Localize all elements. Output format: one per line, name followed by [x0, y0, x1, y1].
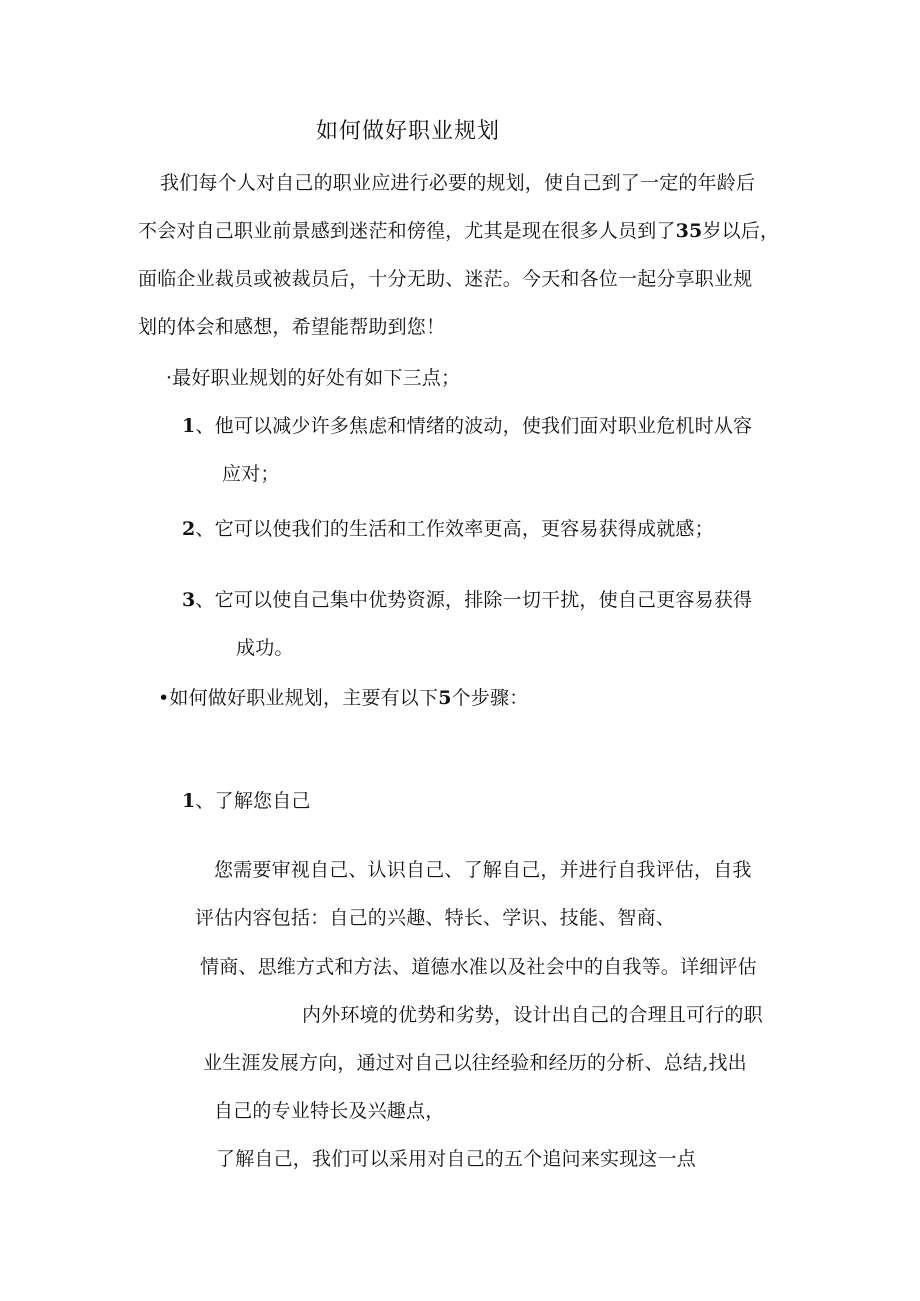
benefit-number-2: 2: [182, 518, 196, 540]
intro-line-4: 划的体会和感想，希望能帮助到您！: [138, 316, 446, 338]
step-1-line-3: 情商、思维方式和方法、道德水准以及社会中的自我等。详细评估: [200, 956, 757, 978]
step-1-title: [182, 788, 311, 814]
benefit-item-1: [182, 413, 752, 439]
benefit-item-3: [182, 587, 752, 613]
step-1-line-6: 自己的专业特长及兴趣点，: [214, 1100, 445, 1122]
benefit-text-2: 、它可以使我们的生活和工作效率更高，更容易获得成就感；: [195, 518, 714, 540]
step-1-line-1: 您需要审视自己、认识自己、了解自己，并进行自我评估，自我: [214, 859, 752, 881]
intro-line-1: 我们每个人对自己的职业应进行必要的规划，使自己到了一定的年龄后: [160, 172, 756, 194]
document-title: 如何做好职业规划: [316, 119, 501, 144]
benefit-number-1: 1: [182, 415, 196, 437]
step-1-line-4: 内外环境的优势和劣势，设计出自己的合理且可行的职: [302, 1004, 763, 1026]
benefit-item-3-cont: 成功。: [236, 637, 294, 659]
step-1-line-2: 评估内容包括：自己的兴趣、特长、学识、技能、智商、: [195, 907, 676, 929]
step-1-line-7: 了解自己，我们可以采用对自己的五个追问来实现这一点: [216, 1148, 697, 1170]
intro-line-2-text-a: 不会对自己职业前景感到迷茫和傍徨，尤其是现在很多人员到了: [138, 220, 676, 242]
benefit-text-3: 、它可以使自己集中优势资源，排除一切干扰，使自己更容易获得: [195, 589, 753, 611]
intro-line-2: [138, 218, 779, 244]
step-1-line-5: 业生涯发展方向，通过对自己以往经验和经历的分析、总结,找出: [203, 1052, 747, 1074]
steps-heading-text-a: •如何做好职业规划，主要有以下: [158, 687, 439, 709]
benefit-text-1: 、他可以减少许多焦虑和情绪的波动，使我们面对职业危机时从容: [195, 415, 753, 437]
intro-age-number: 35: [675, 220, 703, 242]
benefits-heading: ·最好职业规划的好处有如下三点；: [166, 367, 461, 389]
benefit-item-1-cont: 应对；: [222, 463, 280, 485]
steps-heading-text-b: 个步骤：: [451, 687, 529, 709]
intro-line-3: 面临企业裁员或被裁员后，十分无助、迷茫。今天和各位一起分享职业规: [138, 268, 753, 290]
step-1-title-text: 、了解您自己: [195, 790, 311, 812]
benefit-item-2: [182, 516, 714, 542]
benefit-number-3: 3: [182, 589, 196, 611]
steps-count: 5: [438, 687, 452, 709]
step-1-number: 1: [182, 790, 196, 812]
steps-heading: [158, 685, 528, 711]
intro-line-2-text-b: 岁以后，: [702, 220, 780, 242]
